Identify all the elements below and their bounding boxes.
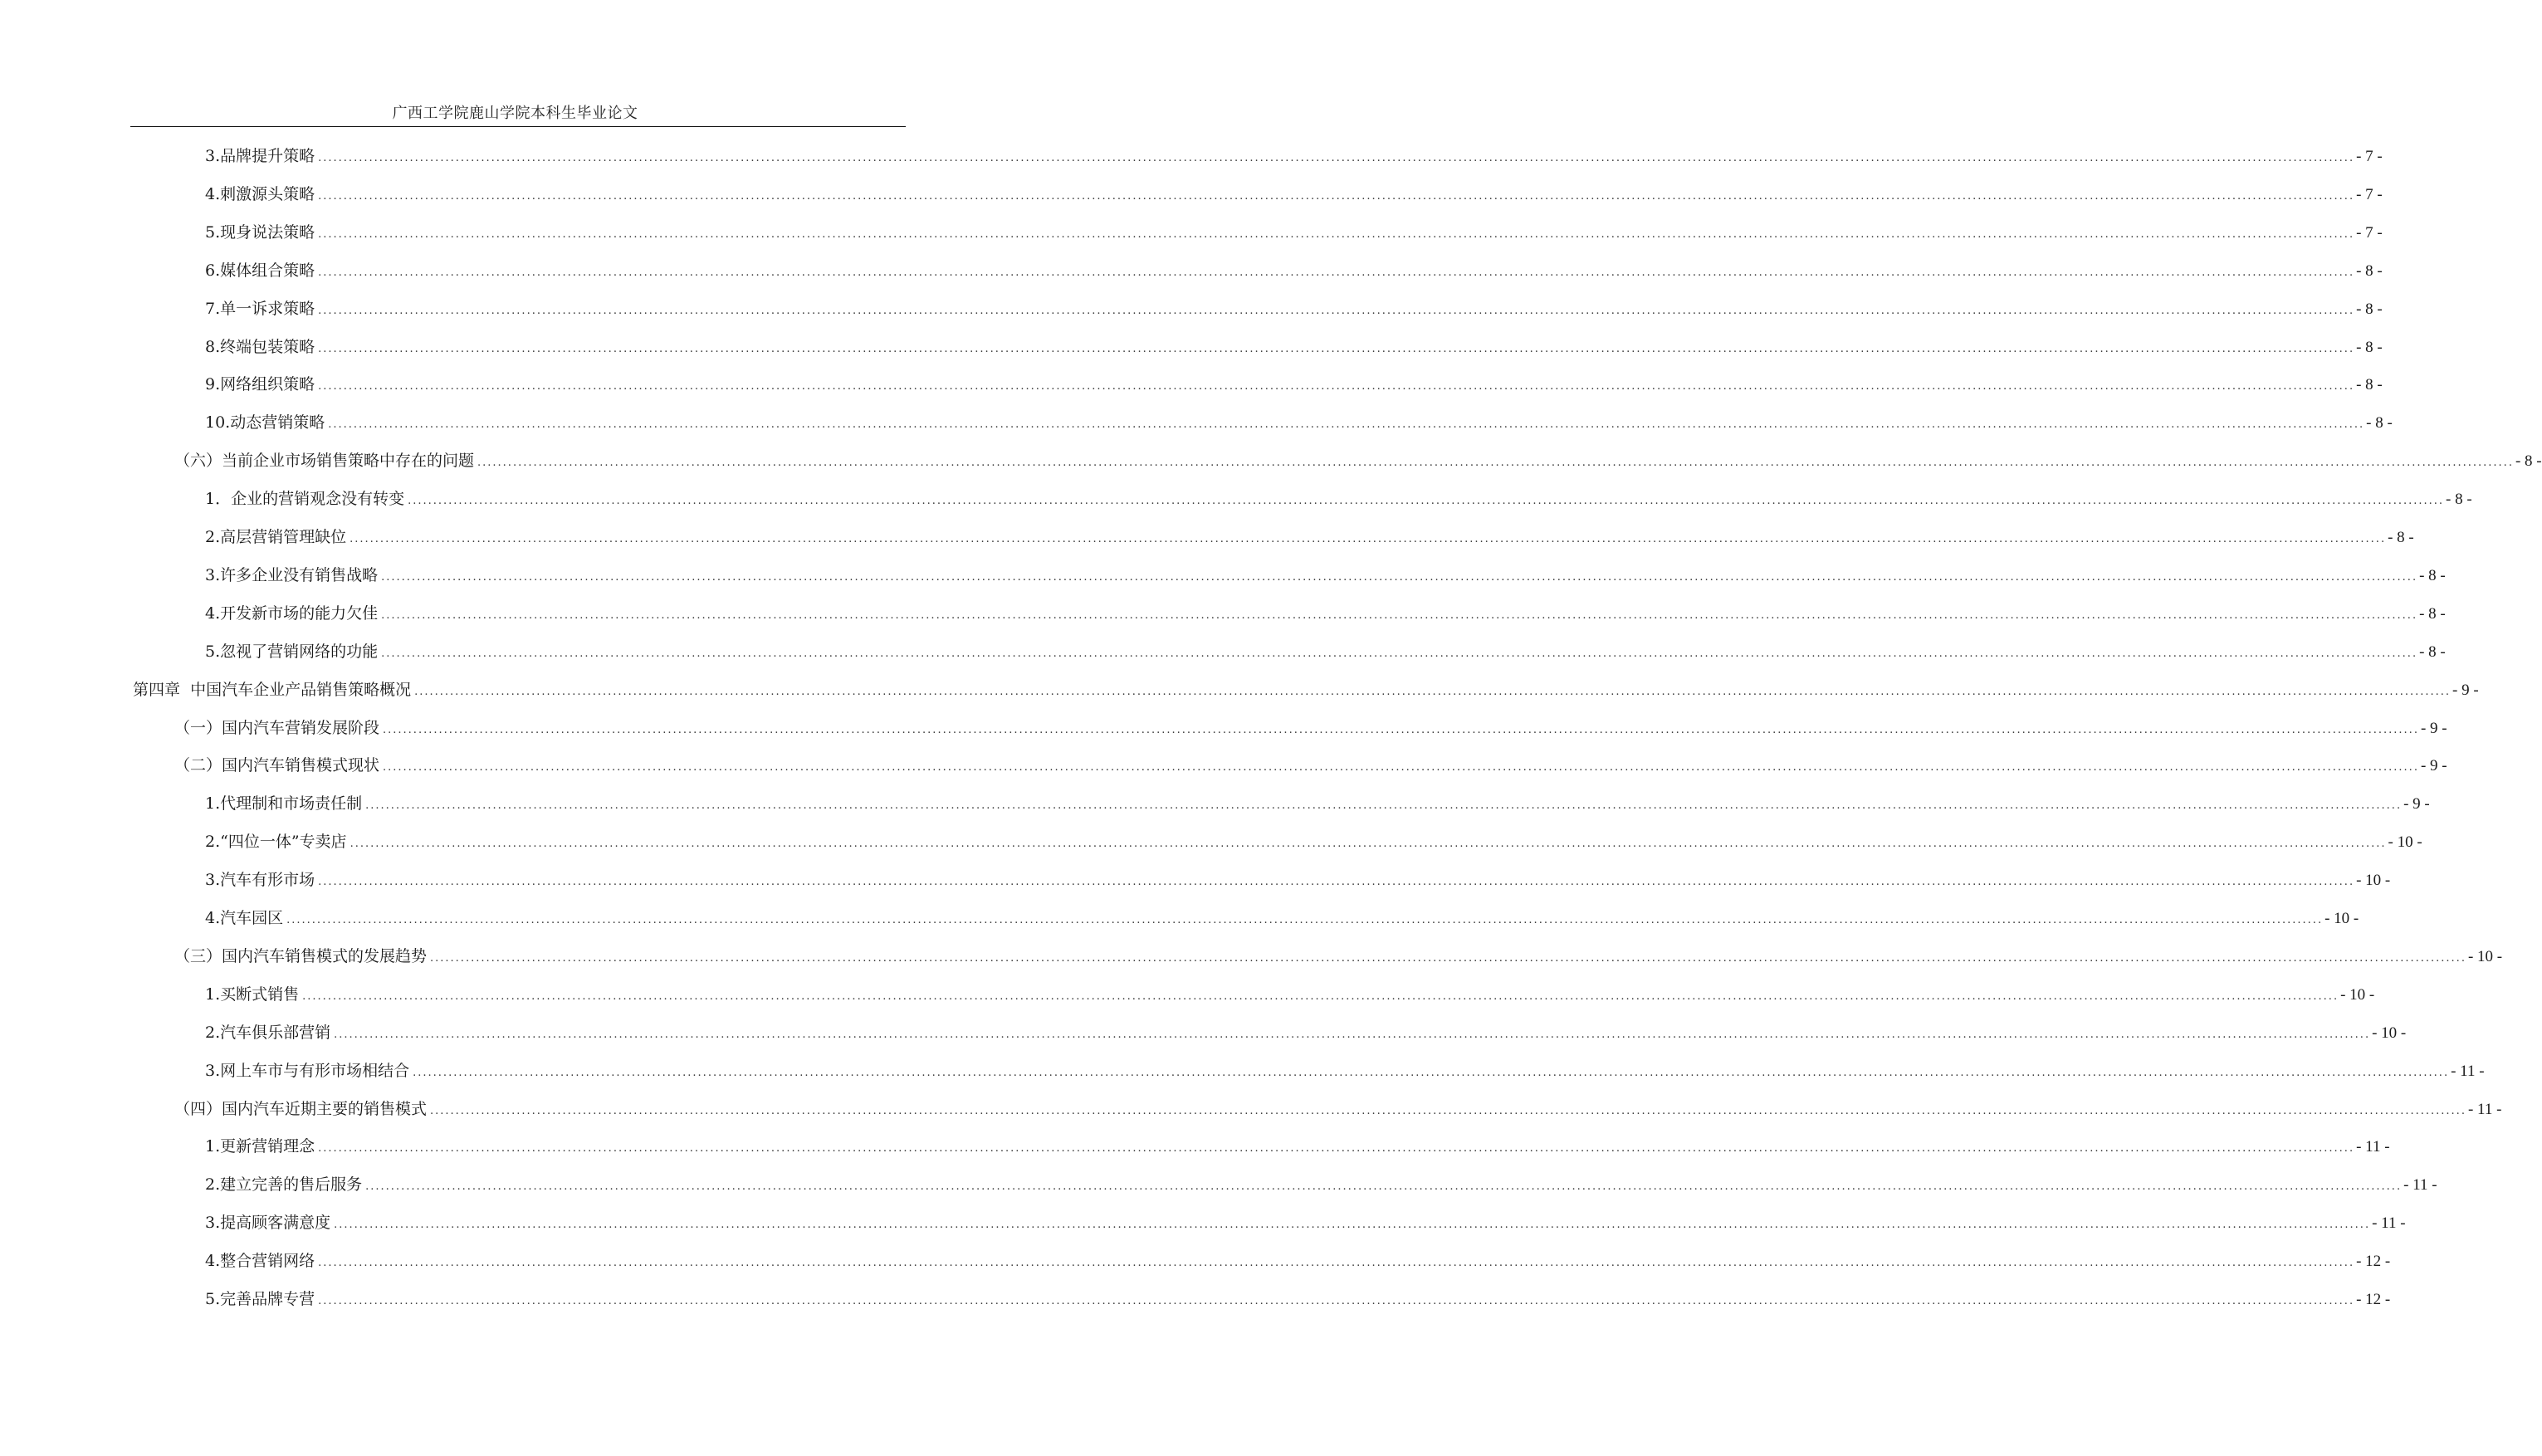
page-header-title: 广西工学院鹿山学院本科生毕业论文 <box>392 105 638 122</box>
toc-entry-title: 5.忽视了营销网络的功能 <box>205 642 379 661</box>
toc-entry-title: 1.更新营销理念 <box>205 1137 315 1156</box>
toc-dot-leader: ................................................................................................................................................................................................................................................................................................................................................................................................................ <box>408 495 2445 508</box>
toc-entry-page-number: - 8 - <box>2515 452 2542 471</box>
toc-entry-page-number: - 11 - <box>2403 1176 2437 1195</box>
toc-entry-title: 4.开发新市场的能力欠佳 <box>205 603 379 623</box>
toc-dot-leader: ................................................................................................................................................................................................................................................................................................................................................................................................................ <box>414 685 2452 698</box>
toc-entry-page-number: - 8 - <box>2419 566 2446 584</box>
toc-dot-leader: ................................................................................................................................................................................................................................................................................................................................................................................................................ <box>318 189 2355 203</box>
toc-entry-page-number: - 11 - <box>2451 1062 2485 1080</box>
toc-dot-leader: ................................................................................................................................................................................................................................................................................................................................................................................................................ <box>430 1104 2466 1117</box>
toc-entry-page-number: - 7 - <box>2356 148 2383 165</box>
toc-entry-page-number: - 8 - <box>2419 604 2446 623</box>
toc-entry-title: 3.汽车有形市场 <box>205 871 315 890</box>
toc-entry-page-number: - 7 - <box>2356 223 2383 242</box>
toc-entry[interactable] <box>205 1060 2485 1082</box>
toc-dot-leader: ................................................................................................................................................................................................................................................................................................................................................................................................................ <box>365 1180 2403 1194</box>
toc-entry-title: 5.完善品牌专营 <box>205 1290 315 1308</box>
toc-dot-leader: ................................................................................................................................................................................................................................................................................................................................................................................................................ <box>328 418 2365 432</box>
toc-entry[interactable] <box>174 945 2503 967</box>
toc-entry[interactable] <box>133 679 2479 701</box>
toc-entry[interactable] <box>174 450 2542 471</box>
toc-dot-leader: ................................................................................................................................................................................................................................................................................................................................................................................................................ <box>350 838 2387 851</box>
toc-entry-title: （四）国内汽车近期主要的销售模式 <box>174 1099 428 1118</box>
toc-entry[interactable] <box>205 1250 2391 1272</box>
toc-dot-leader: ................................................................................................................................................................................................................................................................................................................................................................................................................ <box>350 533 2387 545</box>
toc-entry-title: 3.许多企业没有销售战略 <box>205 565 379 584</box>
toc-entry-page-number: - 11 - <box>2356 1138 2390 1156</box>
toc-entry-title: （二）国内汽车销售模式现状 <box>174 756 380 775</box>
toc-dot-leader: ................................................................................................................................................................................................................................................................................................................................................................................................................ <box>318 342 2355 355</box>
toc-entry[interactable] <box>205 412 2393 433</box>
toc-entry-title: 4.整合营销网络 <box>205 1252 315 1271</box>
toc-entry[interactable] <box>205 641 2446 662</box>
toc-entry-title: 6.媒体组合策略 <box>205 261 315 280</box>
toc-entry-title: 第四章 中国汽车企业产品销售策略概况 <box>133 680 412 699</box>
toc-entry-title: 1.买断式销售 <box>205 985 300 1004</box>
toc-dot-leader: ................................................................................................................................................................................................................................................................................................................................................................................................................ <box>286 914 2324 926</box>
toc-entry-title: 8.终端包装策略 <box>205 337 315 356</box>
toc-entry-title: 3.提高顾客满意度 <box>205 1214 331 1233</box>
toc-entry[interactable] <box>205 1174 2437 1195</box>
toc-entry-page-number: - 8 - <box>2356 338 2383 356</box>
toc-entry[interactable] <box>205 869 2391 891</box>
toc-dot-leader: ................................................................................................................................................................................................................................................................................................................................................................................................................ <box>383 761 2419 774</box>
toc-entry[interactable] <box>205 145 2383 167</box>
toc-dot-leader: ................................................................................................................................................................................................................................................................................................................................................................................................................ <box>383 723 2419 736</box>
toc-entry-title: 4.汽车园区 <box>205 909 284 927</box>
toc-entry-page-number: - 9 - <box>2403 795 2430 814</box>
toc-entry-page-number: - 7 - <box>2356 185 2383 203</box>
toc-entry-page-number: - 8 - <box>2446 491 2472 509</box>
toc-dot-leader: ................................................................................................................................................................................................................................................................................................................................................................................................................ <box>318 266 2355 279</box>
toc-entry[interactable] <box>205 1136 2390 1157</box>
toc-entry-page-number: - 8 - <box>2356 261 2383 280</box>
toc-entry-page-number: - 10 - <box>2467 947 2503 965</box>
toc-entry[interactable] <box>205 984 2375 1005</box>
toc-entry-title: 10.动态营销策略 <box>205 413 325 432</box>
toc-entry-title: 1.代理制和市场责任制 <box>205 794 363 814</box>
toc-entry-page-number: - 9 - <box>2420 719 2447 737</box>
toc-entry[interactable] <box>205 222 2383 243</box>
toc-entry[interactable] <box>205 336 2383 358</box>
toc-dot-leader: ................................................................................................................................................................................................................................................................................................................................................................................................................ <box>318 1295 2355 1307</box>
toc-entry-title: 5.现身说法策略 <box>205 222 315 242</box>
toc-dot-leader: ................................................................................................................................................................................................................................................................................................................................................................................................................ <box>318 304 2355 317</box>
toc-entry-page-number: - 10 - <box>2388 833 2422 852</box>
toc-dot-leader: ................................................................................................................................................................................................................................................................................................................................................................................................................ <box>477 457 2514 470</box>
toc-entry[interactable] <box>205 603 2446 624</box>
toc-dot-leader: ................................................................................................................................................................................................................................................................................................................................................................................................................ <box>318 1257 2355 1270</box>
toc-entry[interactable] <box>174 1098 2502 1120</box>
toc-entry-title: （三）国内汽车销售模式的发展趋势 <box>174 946 428 965</box>
toc-entry-page-number: - 12 - <box>2356 1253 2391 1271</box>
toc-entry-page-number: - 8 - <box>2388 529 2414 546</box>
toc-entry-page-number: - 10 - <box>2324 910 2359 927</box>
toc-entry[interactable] <box>205 793 2430 814</box>
toc-entry[interactable] <box>205 1022 2407 1043</box>
toc-entry-page-number: - 9 - <box>2452 681 2479 699</box>
toc-entry[interactable] <box>205 907 2359 929</box>
toc-entry-title: 2.“四位一体”专卖店 <box>205 833 347 852</box>
toc-entry-page-number: - 8 - <box>2366 414 2393 432</box>
toc-dot-leader: ................................................................................................................................................................................................................................................................................................................................................................................................................ <box>318 380 2355 393</box>
toc-dot-leader: ................................................................................................................................................................................................................................................................................................................................................................................................................ <box>318 152 2355 164</box>
toc-dot-leader: ................................................................................................................................................................................................................................................................................................................................................................................................................ <box>381 608 2418 622</box>
toc-entry-page-number: - 12 - <box>2356 1291 2391 1308</box>
toc-entry-title: 3.网上车市与有形市场相结合 <box>205 1061 410 1080</box>
toc-entry[interactable] <box>174 717 2447 739</box>
toc-entry-page-number: - 8 - <box>2356 376 2383 394</box>
toc-entry[interactable] <box>205 488 2472 510</box>
toc-entry[interactable] <box>205 831 2422 853</box>
toc-entry[interactable] <box>205 374 2383 395</box>
toc-entry-page-number: - 10 - <box>2340 985 2375 1004</box>
toc-entry-title: 2.建立完善的售后服务 <box>205 1175 363 1195</box>
toc-dot-leader: ................................................................................................................................................................................................................................................................................................................................................................................................................ <box>381 647 2418 660</box>
toc-entry[interactable] <box>205 298 2383 320</box>
toc-entry-page-number: - 10 - <box>2372 1024 2407 1042</box>
toc-entry-title: 2.高层营销管理缺位 <box>205 528 347 546</box>
toc-dot-leader: ................................................................................................................................................................................................................................................................................................................................................................................................................ <box>334 1028 2371 1041</box>
toc-entry[interactable] <box>205 183 2383 205</box>
toc-entry-title: 3.品牌提升策略 <box>205 147 315 165</box>
toc-entry-title: 4.刺激源头策略 <box>205 184 315 203</box>
toc-entry-title: （一）国内汽车营销发展阶段 <box>174 718 380 737</box>
toc-entry[interactable] <box>205 526 2414 548</box>
toc-entry[interactable] <box>205 260 2383 281</box>
toc-dot-leader: ................................................................................................................................................................................................................................................................................................................................................................................................................ <box>334 1219 2371 1232</box>
toc-dot-leader: ................................................................................................................................................................................................................................................................................................................................................................................................................ <box>365 799 2403 813</box>
toc-entry-title: 7.单一诉求策略 <box>205 299 315 318</box>
toc-entry-page-number: - 8 - <box>2419 642 2446 661</box>
toc-entry-page-number: - 9 - <box>2420 757 2447 775</box>
toc-entry-page-number: - 10 - <box>2356 872 2391 890</box>
toc-dot-leader: ................................................................................................................................................................................................................................................................................................................................................................................................................ <box>430 951 2466 965</box>
toc-entry[interactable] <box>205 1288 2391 1310</box>
toc-dot-leader: ................................................................................................................................................................................................................................................................................................................................................................................................................ <box>413 1066 2450 1079</box>
toc-dot-leader: ................................................................................................................................................................................................................................................................................................................................................................................................................ <box>318 1142 2355 1156</box>
toc-entry-title: 1．企业的营销观念没有转变 <box>205 490 405 509</box>
toc-dot-leader: ................................................................................................................................................................................................................................................................................................................................................................................................................ <box>318 876 2355 889</box>
toc-entry[interactable] <box>205 564 2446 586</box>
toc-entry[interactable] <box>174 755 2447 776</box>
toc-entry-page-number: - 11 - <box>2467 1100 2502 1118</box>
toc-entry-title: 2.汽车俱乐部营销 <box>205 1023 331 1042</box>
toc-dot-leader: ................................................................................................................................................................................................................................................................................................................................................................................................................ <box>302 989 2339 1003</box>
toc-entry-page-number: - 8 - <box>2356 300 2383 318</box>
toc-dot-leader: ................................................................................................................................................................................................................................................................................................................................................................................................................ <box>318 227 2355 241</box>
toc-entry-page-number: - 11 - <box>2372 1214 2406 1233</box>
toc-entry[interactable] <box>205 1212 2406 1234</box>
header-rule <box>130 126 906 127</box>
toc-dot-leader: ................................................................................................................................................................................................................................................................................................................................................................................................................ <box>381 570 2418 584</box>
toc-entry-title: 9.网络组织策略 <box>205 375 315 394</box>
toc-entry-title: （六）当前企业市场销售策略中存在的问题 <box>174 452 475 471</box>
